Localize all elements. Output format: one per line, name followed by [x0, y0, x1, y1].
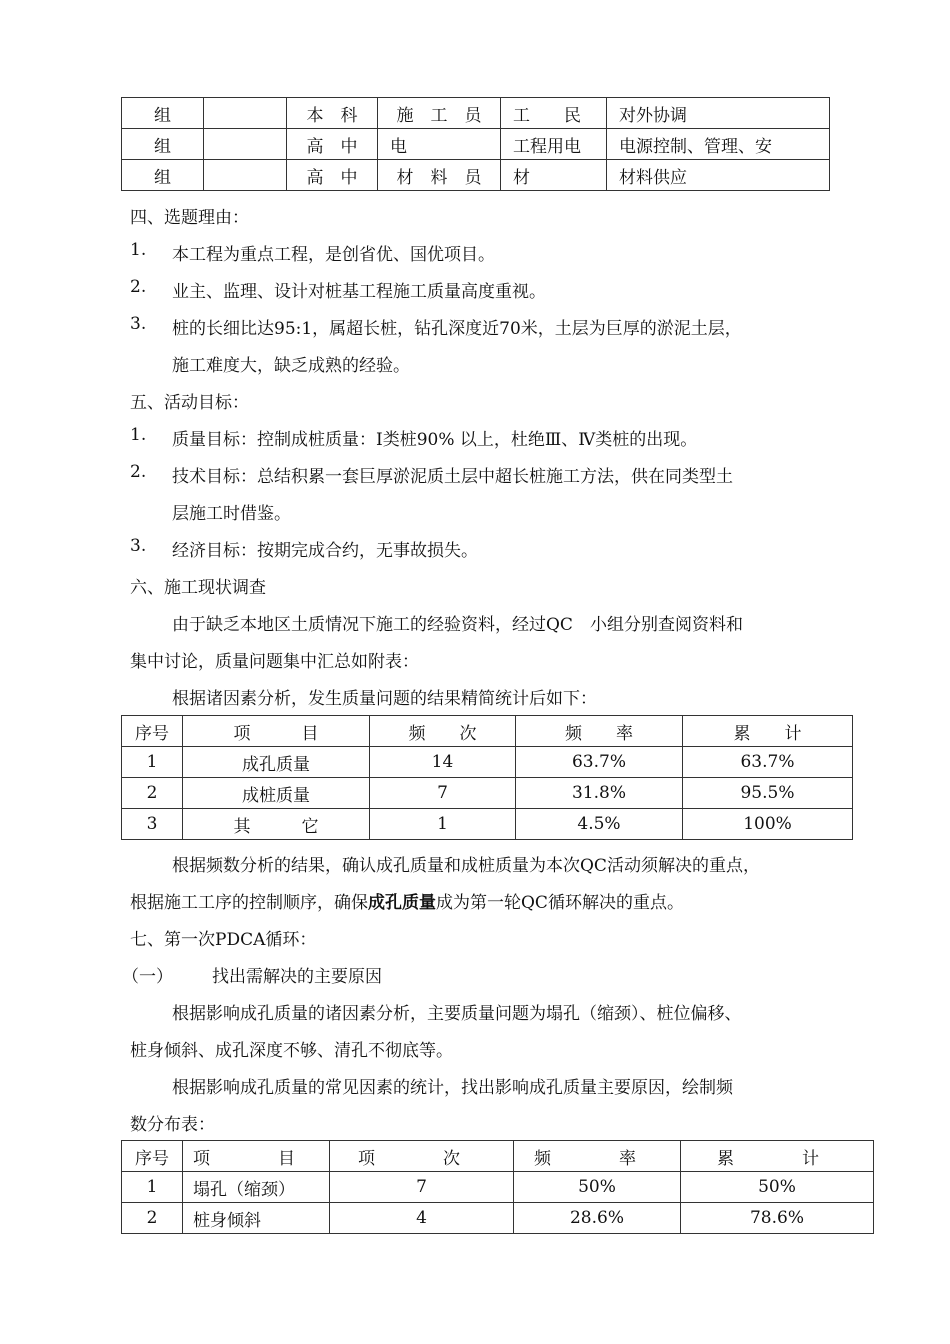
table-cell: 14	[370, 747, 516, 778]
table-cell: 50%	[681, 1172, 874, 1203]
table-cell: 3	[122, 809, 183, 840]
table-cell: 工程用电	[501, 129, 607, 160]
table-header-cell: 累 计	[681, 1141, 874, 1172]
table-cell: 成孔质量	[183, 747, 370, 778]
table-cell: 100%	[683, 809, 853, 840]
table-row	[122, 1172, 874, 1203]
table-cell: 高 中	[287, 129, 378, 160]
list-item: 桩的长细比达95:1，属超长桩，钻孔深度近70米，土层为巨厚的淤泥土层，	[172, 319, 742, 339]
team-table	[121, 97, 830, 191]
section-heading: 六、施工现状调查	[130, 578, 266, 598]
table-cell: 组	[122, 98, 204, 129]
table-cell: 2	[122, 778, 183, 809]
paragraph-line: 根据影响成孔质量的常见因素的统计，找出影响成孔质量主要原因，绘制频	[172, 1078, 733, 1098]
paragraph-line: 桩身倾斜、成孔深度不够、清孔不彻底等。	[130, 1041, 453, 1061]
table-cell: 1	[370, 809, 516, 840]
table-cell: 50%	[514, 1172, 681, 1203]
table-cell: 桩身倾斜	[183, 1203, 330, 1234]
table-cell: 63.7%	[683, 747, 853, 778]
table-cell: 组	[122, 160, 204, 191]
table-row	[122, 778, 853, 809]
list-number: 1.	[130, 240, 147, 260]
table-header-cell: 序号	[122, 1141, 183, 1172]
table-row	[122, 809, 853, 840]
cause-frequency-table	[121, 1140, 874, 1234]
table-cell: 其 它	[183, 809, 370, 840]
table-header-row	[122, 1141, 874, 1172]
paragraph-line: 集中讨论，质量问题集中汇总如附表：	[130, 652, 419, 672]
table-header-cell: 项 目	[183, 1141, 330, 1172]
table-cell: 95.5%	[683, 778, 853, 809]
paragraph-line	[130, 888, 684, 913]
list-item: 经济目标：按期完成合约，无事故损失。	[172, 541, 478, 561]
table-header-cell: 频 率	[516, 716, 683, 747]
paragraph-line: 根据诸因素分析，发生质量问题的结果精简统计后如下：	[172, 689, 597, 709]
table-header-cell: 序号	[122, 716, 183, 747]
table-row	[122, 129, 830, 160]
text-span: 成为第一轮QC循环解决的重点。	[436, 893, 684, 913]
table-cell: 4	[330, 1203, 514, 1234]
table-header-row	[122, 716, 853, 747]
section-heading: 四、选题理由：	[130, 208, 249, 228]
text-span: 根据施工工序的控制顺序，确保	[130, 893, 368, 913]
list-item-continuation: 施工难度大，缺乏成熟的经验。	[172, 356, 410, 376]
table-cell: 4.5%	[516, 809, 683, 840]
table-cell: 工 民	[501, 98, 607, 129]
table-row	[122, 160, 830, 191]
table-row	[122, 1203, 874, 1234]
list-item: 业主、监理、设计对桩基工程施工质量高度重视。	[172, 282, 546, 302]
table-cell: 电源控制、管理、安	[607, 129, 830, 160]
list-number: 2.	[130, 277, 147, 297]
table-cell: 7	[330, 1172, 514, 1203]
list-item: 技术目标：总结积累一套巨厚淤泥质土层中超长桩施工方法，供在同类型土	[172, 467, 733, 487]
table-header-cell: 频 次	[370, 716, 516, 747]
table-cell: 材 料 员	[378, 160, 501, 191]
table-header-cell: 项 次	[330, 1141, 514, 1172]
table-cell: 63.7%	[516, 747, 683, 778]
table-cell	[204, 98, 287, 129]
table-cell	[204, 160, 287, 191]
subsection-title: 找出需解决的主要原因	[212, 967, 382, 987]
emphasis-text: 成孔质量	[368, 893, 436, 913]
table-cell: 本 科	[287, 98, 378, 129]
table-cell: 7	[370, 778, 516, 809]
section-heading: 五、活动目标：	[130, 393, 249, 413]
table-header-cell: 项 目	[183, 716, 370, 747]
table-cell: 1	[122, 1172, 183, 1203]
table-cell: 施 工 员	[378, 98, 501, 129]
list-item-continuation: 层施工时借鉴。	[172, 504, 291, 524]
table-header-cell: 累 计	[683, 716, 853, 747]
list-number: 3.	[130, 314, 147, 334]
table-cell: 塌孔（缩颈）	[183, 1172, 330, 1203]
paragraph-line: 由于缺乏本地区土质情况下施工的经验资料，经过QC 小组分别查阅资料和	[172, 615, 743, 635]
quality-stats-table	[121, 715, 853, 840]
table-cell: 高 中	[287, 160, 378, 191]
table-cell: 电	[378, 129, 501, 160]
subsection-number: （一）	[122, 967, 173, 987]
table-row	[122, 747, 853, 778]
table-cell: 31.8%	[516, 778, 683, 809]
table-cell: 材	[501, 160, 607, 191]
table-cell: 对外协调	[607, 98, 830, 129]
table-cell: 1	[122, 747, 183, 778]
table-cell	[204, 129, 287, 160]
list-item: 质量目标：控制成桩质量：Ⅰ类桩90% 以上，杜绝Ⅲ、Ⅳ类桩的出现。	[172, 430, 698, 450]
table-cell: 28.6%	[514, 1203, 681, 1234]
list-number: 2.	[130, 462, 147, 482]
table-cell: 材料供应	[607, 160, 830, 191]
list-item: 本工程为重点工程，是创省优、国优项目。	[172, 245, 495, 265]
table-cell: 成桩质量	[183, 778, 370, 809]
section-heading: 七、第一次PDCA循环：	[130, 930, 317, 950]
paragraph-line: 根据频数分析的结果，确认成孔质量和成桩质量为本次QC活动须解决的重点，	[172, 856, 760, 876]
paragraph-line: 数分布表：	[130, 1115, 215, 1135]
table-cell: 78.6%	[681, 1203, 874, 1234]
table-row	[122, 98, 830, 129]
table-header-cell: 频 率	[514, 1141, 681, 1172]
list-number: 3.	[130, 536, 147, 556]
list-number: 1.	[130, 425, 147, 445]
table-cell: 组	[122, 129, 204, 160]
paragraph-line: 根据影响成孔质量的诸因素分析，主要质量问题为塌孔（缩颈）、桩位偏移、	[172, 1004, 742, 1024]
table-cell: 2	[122, 1203, 183, 1234]
